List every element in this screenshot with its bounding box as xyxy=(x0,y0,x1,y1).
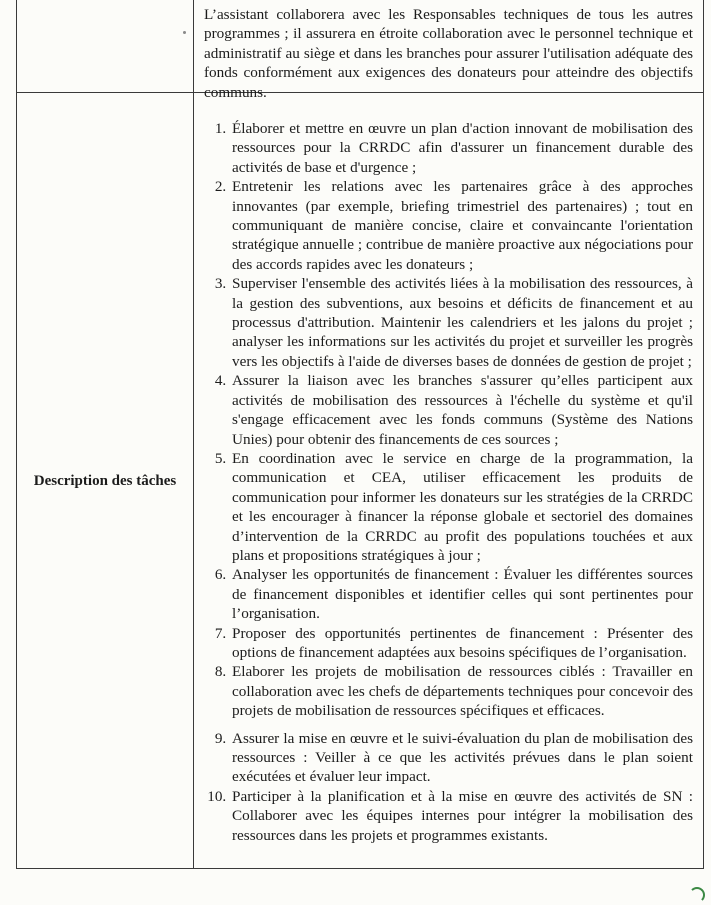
task-item: 10. Participer à la planification et à la mise en œuvre des activités de SN : Collaborer avec les équipes internes pour intégrer la mobilisation des ressources dans les projets et programmes existants. xyxy=(230,787,693,845)
task-item: 5. En coordination avec le service en charge de la programmation, la communication et CEA, utiliser efficacement les produits de communication pour informer les donateurs sur les stratégies de la CRRDC et les encourager à financer la réponse globale et sectoriel des domaines d’intervention de la CRRDC au profit des populations touchées et aux plans et propositions stratégiques à jour ; xyxy=(230,449,693,565)
intro-paragraph: L’assistant collaborera avec les Responsables techniques de tous les autres programmes ; il assurera en étroite collaboration avec le personnel technique et administratif au siège et dans les branches pour assurer l'utilisation adéquate des fonds conformément aux exigences des donateurs pour atteindre des objectifs communs. xyxy=(204,6,693,101)
job-description-table xyxy=(16,0,704,869)
task-item: 9. Assurer la mise en œuvre et le suivi-évaluation du plan de mobilisation des ressources : Veiller à ce que les activités prévues dans le plan soient exécutées et évaluer leur impact. xyxy=(230,729,693,787)
task-item: 6. Analyser les opportunités de financement : Évaluer les différentes sources de financement disponibles et identifier celles qui sont pertinentes pour l’organisation. xyxy=(230,565,693,623)
task-item: 3. Superviser l'ensemble des activités liées à la mobilisation des ressources, à la gestion des subventions, aux besoins et déficits de financement et au processus d'attribution. Maintenir les calendriers et les jalons du projet ; analyser les informations sur les activités du projet et surveiller les progrès vers les objectifs à l'aide de diverses bases de données de gestion de projet ; xyxy=(230,274,693,371)
intro-content-cell xyxy=(194,0,704,101)
task-item: 4. Assurer la liaison avec les branches s'assurer qu’elles participent aux activités de mobilisation des ressources à l'échelle du système et qu'il s'engage efficacement avec les fonds communs (Système des Nations Unies) pour obtenir des financements de ces sources ; xyxy=(230,371,693,449)
section-label: Description des tâches xyxy=(33,472,177,489)
task-item: 8. Elaborer les projets de mobilisation de ressources ciblés : Travailler en collaboration avec les chefs de départements techniques pour concevoir des projets de mobilisation de ressources spécifiques et efficaces. xyxy=(230,662,693,720)
tasks-label-cell xyxy=(17,93,194,869)
tasks-content-cell xyxy=(194,93,704,869)
intro-label-cell xyxy=(17,0,194,93)
intro-row xyxy=(17,0,704,93)
task-list xyxy=(194,93,703,868)
task-item: 7. Proposer des opportunités pertinentes de financement : Présenter des options de financement adaptées aux besoins spécifiques de l’organisation. xyxy=(230,624,693,663)
tasks-row xyxy=(17,93,704,869)
task-item: 2. Entretenir les relations avec les partenaires grâce à des approches innovantes (par exemple, briefing trimestriel des partenaires) ; tout en communiquant de manière concise, claire et convaincante l'orientation stratégique annuelle ; contribue de manière proactive aux négociations pour des accords rapides avec les donateurs ; xyxy=(230,177,693,274)
task-item: 1. Élaborer et mettre en œuvre un plan d'action innovant de mobilisation des ressources pour la CRRDC afin d'assurer un financement durable des activités de base et d'urgence ; xyxy=(230,119,693,177)
scan-speck xyxy=(183,31,186,34)
corner-ink-mark xyxy=(689,887,705,903)
